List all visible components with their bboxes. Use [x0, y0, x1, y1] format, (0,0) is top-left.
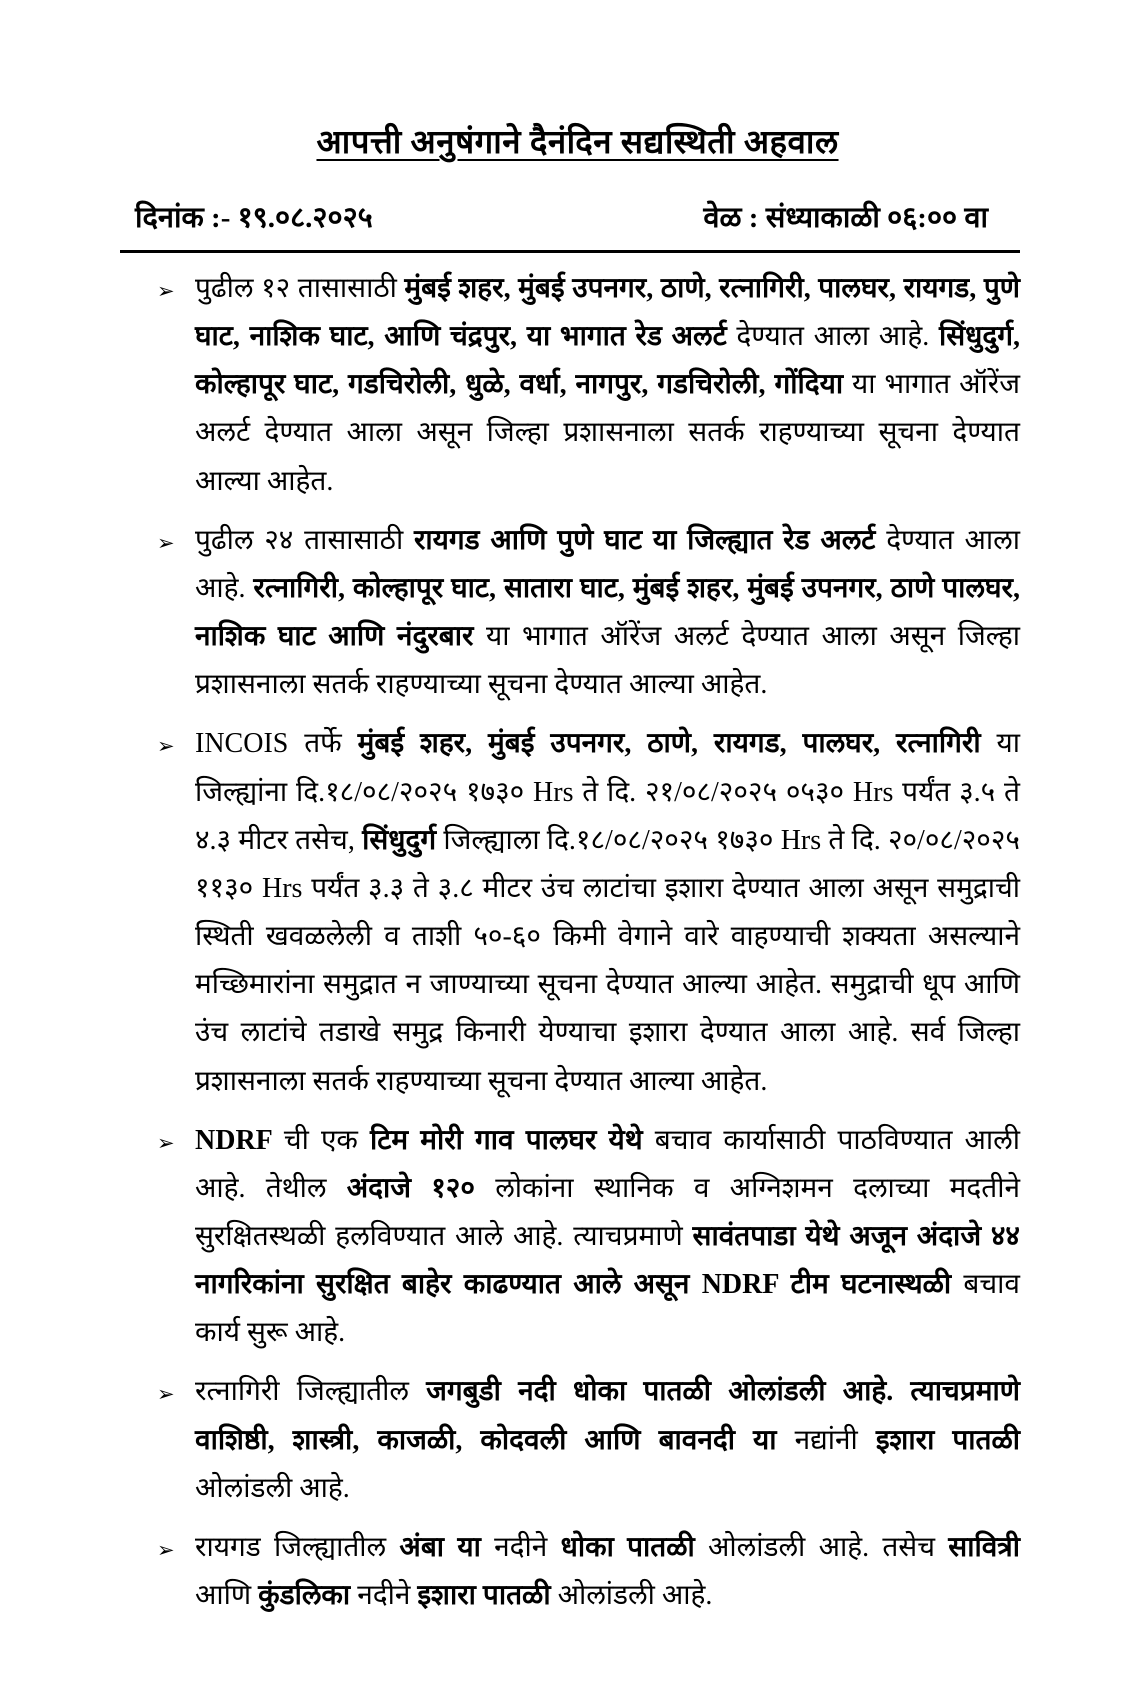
bullet-item	[157, 1524, 1020, 1620]
bullet-text: NDRF ची एक टिम मोरी गाव पालघर येथे बचाव कार्यासाठी पाठविण्यात आली आहे. तेथील अंदाजे १२० लोकांना स्थानिक व अग्निशमन दलाच्या मदतीने सुरक्षितस्थळी हलविण्यात आले आहे. त्याचप्रमाणे सावंतपाडा येथे अजून अंदाजे ४४ नागरिकांना सुरक्षित बाहेर काढण्यात आले असून NDRF टीम घटनास्थळी बचाव कार्य सुरू आहे.	[195, 1124, 1020, 1349]
bullet-item	[157, 1117, 1020, 1358]
report-time: वेळ : संध्याकाळी ०६:०० वा	[703, 202, 988, 234]
bullet-list	[135, 265, 1020, 1620]
bullet-item	[157, 1368, 1020, 1512]
bullet-text: रत्नागिरी जिल्ह्यातील जगबुडी नदी धोका पातळी ओलांडली आहे. त्याचप्रमाणे वाशिष्ठी, शास्त्री, काजळी, कोदवली आणि बावनदी या नद्यांनी इशारा पातळी ओलांडली आहे.	[195, 1376, 1020, 1504]
page-title: आपत्ती अनुषंगाने दैनंदिन सद्यस्थिती अहवाल	[316, 125, 839, 161]
bullet-text: रायगड जिल्ह्यातील अंबा या नदीने धोका पातळी ओलांडली आहे. तसेच सावित्री आणि कुंडलिका नदीने इशारा पातळी ओलांडली आहे.	[195, 1531, 1021, 1612]
bullet-item	[157, 517, 1020, 710]
report-date: दिनांक :- १९.०८.२०२५	[135, 202, 373, 234]
bullet-arrow-icon: ➢	[157, 1382, 175, 1407]
bullet-arrow-icon: ➢	[157, 1130, 175, 1155]
bullet-text: पुढील १२ तासासाठी मुंबई शहर, मुंबई उपनगर, ठाणे, रत्नागिरी, पालघर, रायगड, पुणे घाट, नाशिक घाट, आणि चंद्रपुर, या भागात रेड अलर्ट देण्यात आला आहे. सिंधुदुर्ग, कोल्हापूर घाट, गडचिरोली, धुळे, वर्धा, नागपुर, गडचिरोली, गोंदिया या भागात ऑरेंज अलर्ट देण्यात आला असून जिल्हा प्रशासनाला सतर्क राहण्याच्या सूचना देण्यात आल्या आहेत.	[195, 273, 1020, 497]
bullet-arrow-icon: ➢	[157, 734, 175, 759]
date-time-row	[135, 197, 1020, 236]
header-divider	[120, 250, 1020, 253]
bullet-arrow-icon: ➢	[157, 1537, 175, 1562]
bullet-arrow-icon: ➢	[157, 530, 175, 555]
bullet-text: INCOIS तर्फे मुंबई शहर, मुंबई उपनगर, ठाणे, रायगड, पालघर, रत्नागिरी या जिल्ह्यांना दि.१८/०८/२०२५ १७३० Hrs ते दि. २१/०८/२०२५ ०५३० Hrs पर्यंत ३.५ ते ४.३ मीटर तसेच, सिंधुदुर्ग जिल्ह्याला दि.१८/०८/२०२५ १७३० Hrs ते दि. २०/०८/२०२५ ११३० Hrs पर्यंत ३.३ ते ३.८ मीटर उंच लाटांचा इशारा देण्यात आला असून समुद्राची स्थिती खवळलेली व ताशी ५०-६० किमी वेगाने वारे वाहण्याची शक्यता असल्याने मच्छिमारांना समुद्रात न जाण्याच्या सूचना देण्यात आल्या आहेत. समुद्राची धूप आणि उंच लाटांचे तडाखे समुद्र किनारी येण्याचा इशारा देण्यात आला आहे. सर्व जिल्हा प्रशासनाला सतर्क राहण्याच्या सूचना देण्यात आल्या आहेत.	[195, 728, 1020, 1097]
bullet-item	[157, 265, 1020, 506]
bullet-item	[157, 720, 1020, 1105]
bullet-arrow-icon: ➢	[157, 279, 175, 303]
bullet-text: पुढील २४ तासासाठी रायगड आणि पुणे घाट या जिल्ह्यात रेड अलर्ट देण्यात आला आहे. रत्नागिरी, कोल्हापूर घाट, सातारा घाट, मुंबई शहर, मुंबई उपनगर, ठाणे पालघर, नाशिक घाट आणि नंदुरबार या भागात ऑरेंज अलर्ट देण्यात आला असून जिल्हा प्रशासनाला सतर्क राहण्याच्या सूचना देण्यात आल्या आहेत.	[195, 524, 1020, 701]
